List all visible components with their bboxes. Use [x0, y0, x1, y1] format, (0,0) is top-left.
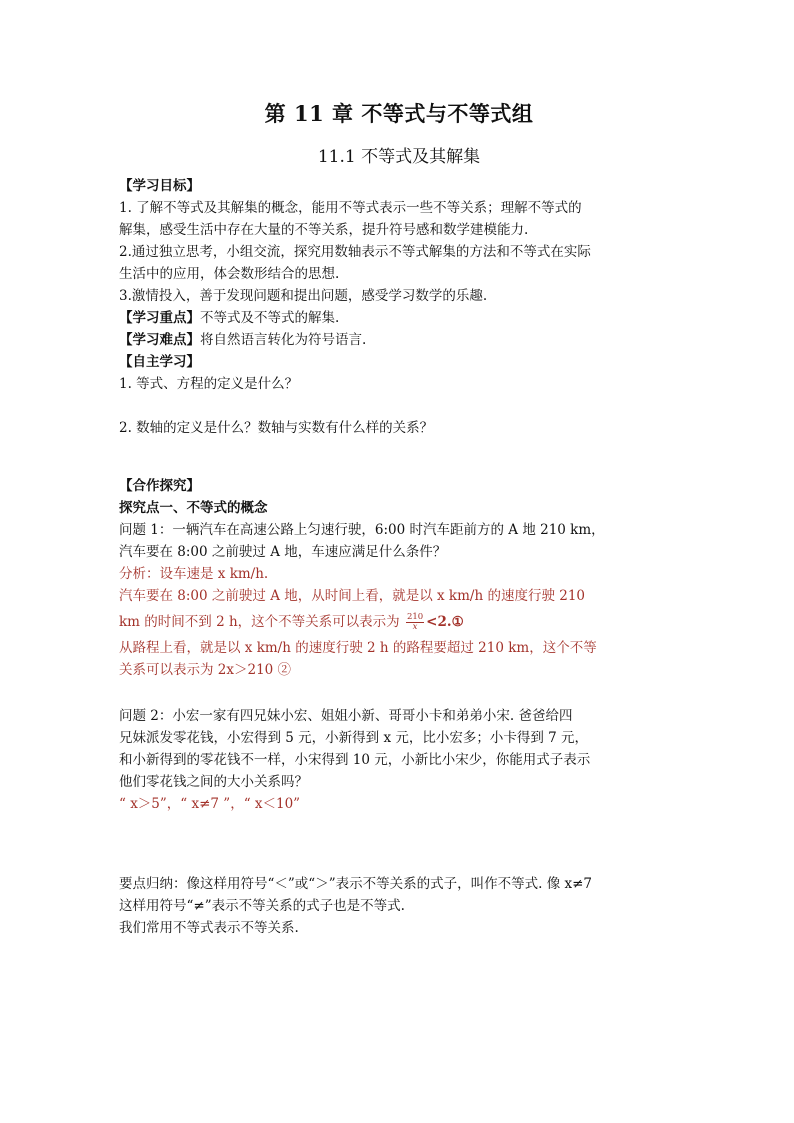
difficulty	[119, 329, 679, 351]
fraction	[406, 613, 424, 632]
document-page	[119, 98, 679, 939]
key-point-text: 不等式及不等式的解集.	[200, 310, 340, 326]
summary-line: 我们常用不等式表示不等关系.	[119, 920, 299, 936]
inequality-1: <2.①	[426, 614, 464, 630]
analysis-line: 汽车要在 8:00 之前驶过 A 地，从时间上看，就是以 x km/h 的速度行驶 210	[119, 588, 585, 604]
problem-2-line: 他们零花钱之间的大小关系吗？	[119, 774, 308, 790]
objectives-heading: 【学习目标】	[119, 178, 200, 194]
explore-point-1: 探究点一、不等式的概念	[119, 500, 268, 516]
cooperation-heading: 【合作探究】	[119, 478, 200, 494]
self-study-question-2: 2. 数轴的定义是什么？数轴与实数有什么样的关系？	[119, 420, 434, 436]
objective-line: 3.激情投入，善于发现问题和提出问题，感受学习数学的乐趣.	[119, 288, 488, 304]
analysis-line: 分析：设车速是 x km/h.	[119, 566, 269, 582]
self-study-heading: 【自主学习】	[119, 354, 200, 370]
analysis-line	[119, 607, 679, 637]
objective-line: 2.通过独立思考，小组交流，探究用数轴表示不等式解集的方法和不等式在实际	[119, 244, 591, 260]
analysis-line: 关系可以表示为 2x＞210 ②	[119, 662, 292, 678]
key-point-label: 【学习重点】	[119, 310, 200, 326]
section-title: 11.1 不等式及其解集	[317, 147, 481, 167]
problem-1-line: 汽车要在 8:00 之前驶过 A 地，车速应满足什么条件？	[119, 544, 447, 560]
fraction-numerator: 210	[406, 612, 424, 622]
analysis-line: 从路程上看，就是以 x km/h 的速度行驶 2 h 的路程要超过 210 km，这个不等	[119, 640, 597, 656]
chapter-title: 第 11 章 不等式与不等式组	[264, 101, 534, 126]
objective-line: 解集，感受生活中存在大量的不等关系，提升符号感和数学建模能力.	[119, 222, 529, 238]
problem-2-line: 问题 2：小宏一家有四兄妹小宏、姐姐小新、哥哥小卡和弟弟小宋. 爸爸给四	[119, 708, 573, 724]
objective-line: 生活中的应用，体会数形结合的思想.	[119, 266, 340, 282]
key-point	[119, 307, 679, 329]
difficulty-label: 【学习难点】	[119, 332, 200, 348]
difficulty-text: 将自然语言转化为符号语言.	[200, 332, 367, 348]
problem-2-line: 兄妹派发零花钱，小宏得到 5 元，小新得到 x 元，比小宏多；小卡得到 7 元，	[119, 730, 589, 746]
analysis-text: km 的时间不到 2 h，这个不等关系可以表示为	[119, 614, 400, 630]
summary-line: 这样用符号“≠”表示不等关系的式子也是不等式.	[119, 898, 405, 914]
problem-1-line: 问题 1：一辆汽车在高速公路上匀速行驶，6:00 时汽车距前方的 A 地 210 km，	[119, 522, 605, 538]
self-study-question-1: 1. 等式、方程的定义是什么？	[119, 376, 299, 392]
objective-line: 1. 了解不等式及其解集的概念，能用不等式表示一些不等关系；理解不等式的	[119, 200, 582, 216]
fraction-denominator: x	[412, 622, 418, 632]
problem-2-line: 和小新得到的零花钱不一样，小宋得到 10 元，小新比小宋少，你能用式子表示	[119, 752, 591, 768]
summary-line: 要点归纳：像这样用符号“＜”或“＞”表示不等关系的式子，叫作不等式. 像 x≠7	[119, 876, 592, 892]
problem-2-answer: “ x＞5”，“ x≠7 ”，“ x＜10”	[119, 796, 301, 812]
